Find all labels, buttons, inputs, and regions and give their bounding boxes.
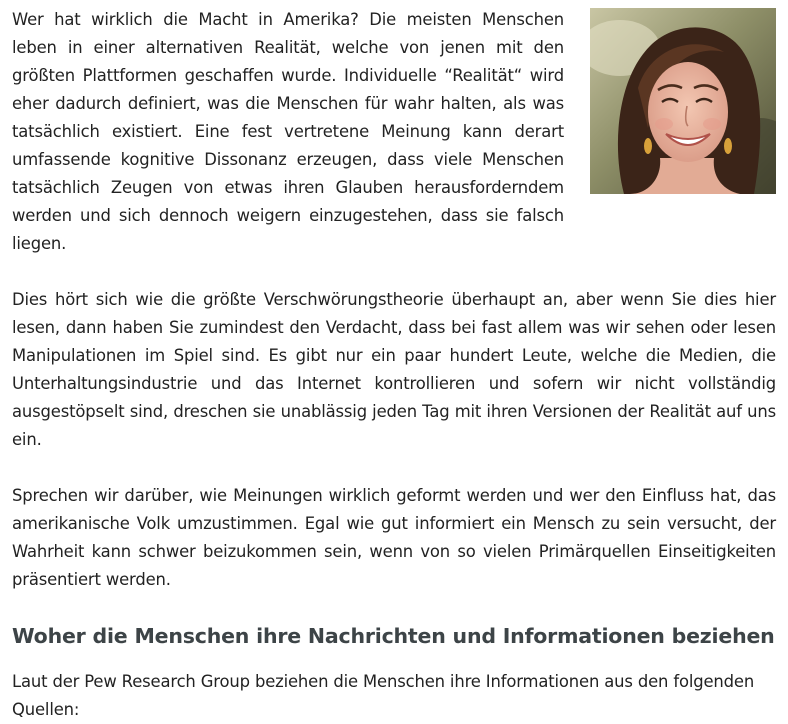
author-portrait-image <box>590 8 776 194</box>
body-paragraph-opinions: Sprechen wir darüber, wie Meinungen wirklich geformt werden und wer den Einfluss hat, das amerikanische Volk umzustimmen. Egal wie gut informiert ein Mensch zu sein versucht, der Wahrheit kann schwer beizukommen sein, wenn von so vielen Primärquellen Einseitigkeiten präsentiert werden. <box>12 486 776 589</box>
article-body <box>12 6 776 724</box>
closing-paragraph: Laut der Pew Research Group beziehen die Menschen ihre Informationen aus den folgenden Quellen: <box>12 672 755 719</box>
body-paragraph-conspiracy: Dies hört sich wie die größte Verschwörungstheorie überhaupt an, aber wenn Sie dies hier lesen, dann haben Sie zumindest den Verdacht, dass bei fast allem was wir sehen oder lesen Manipulationen im Spiel sind. Es gibt nur ein paar hundert Leute, welche die Medien, die Unterhaltungsindustrie und das Internet kontrollieren und sofern wir nicht vollständig ausgestöpselt sind, dreschen sie unablässig jeden Tag mit ihren Versionen der Realität auf uns ein. <box>12 290 776 449</box>
section-heading: Woher die Menschen ihre Nachrichten und Informationen beziehen <box>12 624 775 648</box>
intro-paragraph: Wer hat wirklich die Macht in Amerika? Die meisten Menschen leben in einer alternativen Realität, welche von jenen mit den größten Plattformen geschaffen wurde. Individuelle “Realität“ wird eher dadurch definiert, was die Menschen für wahr halten, als was tatsächlich existiert. Eine fest vertretene Meinung kann derart umfassende kognitive Dissonanz erzeugen, dass viele Menschen tatsächlich Zeugen von etwas ihren Glauben herausforderndem werden und sich dennoch weigern einzugestehen, dass sie falsch liegen. <box>12 10 564 253</box>
